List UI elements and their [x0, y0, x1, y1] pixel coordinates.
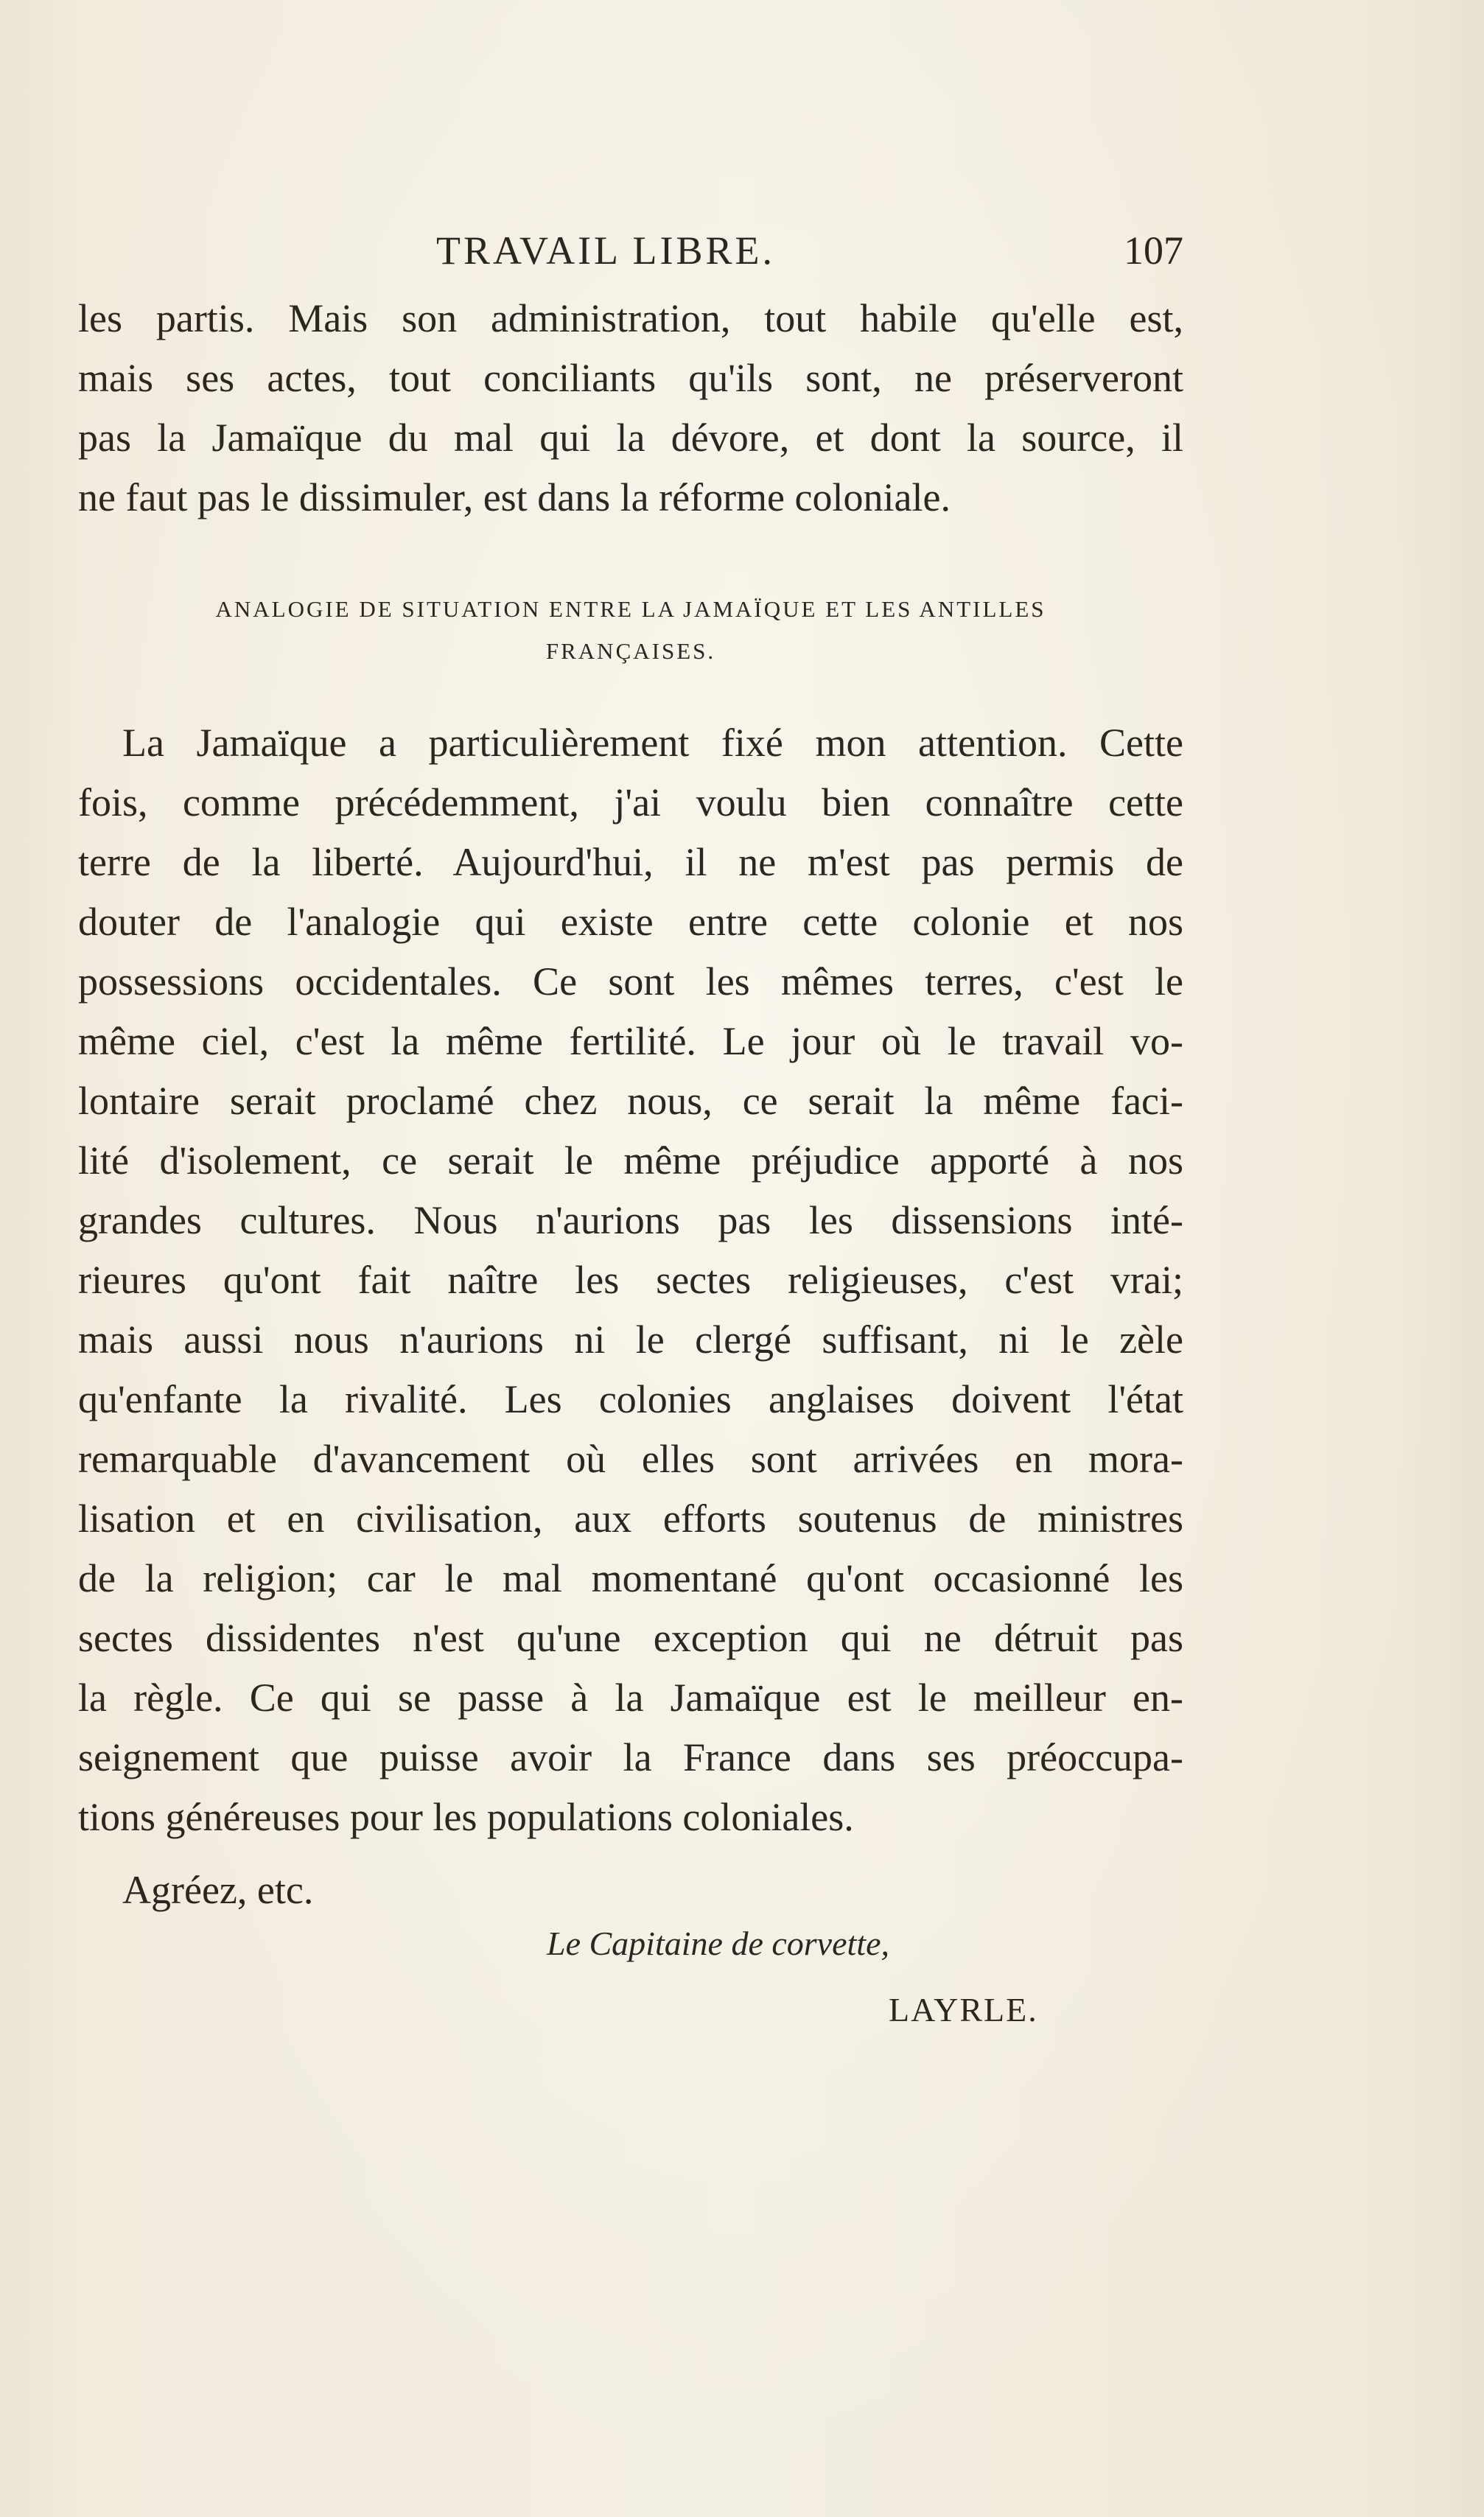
text-line: mais ses actes, tout conciliants qu'ils sont, ne préserveront	[78, 356, 1183, 400]
text-line: mais aussi nous n'aurions ni le clergé suffisant, ni le zèle	[78, 1317, 1183, 1362]
signature-name: LAYRLE.	[889, 1991, 1038, 2028]
text-line: la règle. Ce qui se passe à la Jamaïque est le meilleur en-	[78, 1676, 1183, 1720]
text-line: douter de l'analogie qui existe entre cette colonie et nos	[78, 900, 1183, 944]
page-header	[78, 221, 1183, 280]
text-line: La Jamaïque a particulièrement fixé mon attention. Cette	[122, 721, 1183, 765]
text-line: seignement que puisse avoir la France dans ses préoccupa-	[78, 1735, 1183, 1779]
text-line: rieures qu'ont fait naître les sectes religieuses, c'est vrai;	[78, 1258, 1183, 1302]
page-number: 107	[1124, 228, 1183, 273]
text-line: sectes dissidentes n'est qu'une exception qui ne détruit pas	[78, 1616, 1183, 1660]
running-title: TRAVAIL LIBRE.	[436, 228, 776, 273]
section-heading-line: ANALOGIE DE SITUATION ENTRE LA JAMAÏQUE ET LES ANTILLES	[215, 596, 1046, 622]
paragraph-main	[78, 713, 1183, 1847]
text-line: possessions occidentales. Ce sont les mêmes terres, c'est le	[78, 959, 1183, 1004]
text-line: qu'enfante la rivalité. Les colonies anglaises doivent l'état	[78, 1377, 1183, 1421]
closing-formula: Agréez, etc.	[122, 1868, 314, 1912]
text-line: pas la Jamaïque du mal qui la dévore, et dont la source, il	[78, 416, 1183, 460]
text-line: même ciel, c'est la même fertilité. Le jour où le travail vo-	[78, 1019, 1183, 1063]
text-line: ne faut pas le dissimuler, est dans la réforme coloniale.	[78, 475, 951, 519]
section-heading	[78, 588, 1183, 672]
text-line: terre de la liberté. Aujourd'hui, il ne m'est pas permis de	[78, 840, 1183, 884]
signature-rank: Le Capitaine de corvette,	[547, 1925, 889, 1962]
text-line: remarquable d'avancement où elles sont arrivées en mora-	[78, 1437, 1183, 1481]
paragraph-continuation	[78, 289, 1183, 528]
text-line: lontaire serait proclamé chez nous, ce serait la même faci-	[78, 1079, 1183, 1123]
text-line: fois, comme précédemment, j'ai voulu bien connaître cette	[78, 780, 1183, 825]
text-line: les partis. Mais son administration, tout habile qu'elle est,	[78, 296, 1183, 340]
text-line: lisation et en civilisation, aux efforts soutenus de ministres	[78, 1496, 1183, 1541]
text-line: tions généreuses pour les populations coloniales.	[78, 1795, 854, 1839]
text-line: de la religion; car le mal momentané qu'ont occasionné les	[78, 1556, 1183, 1600]
text-line: lité d'isolement, ce serait le même préjudice apporté à nos	[78, 1138, 1183, 1183]
section-heading-line: FRANÇAISES.	[545, 638, 716, 664]
text-line: grandes cultures. Nous n'aurions pas les dissensions inté-	[78, 1198, 1183, 1242]
